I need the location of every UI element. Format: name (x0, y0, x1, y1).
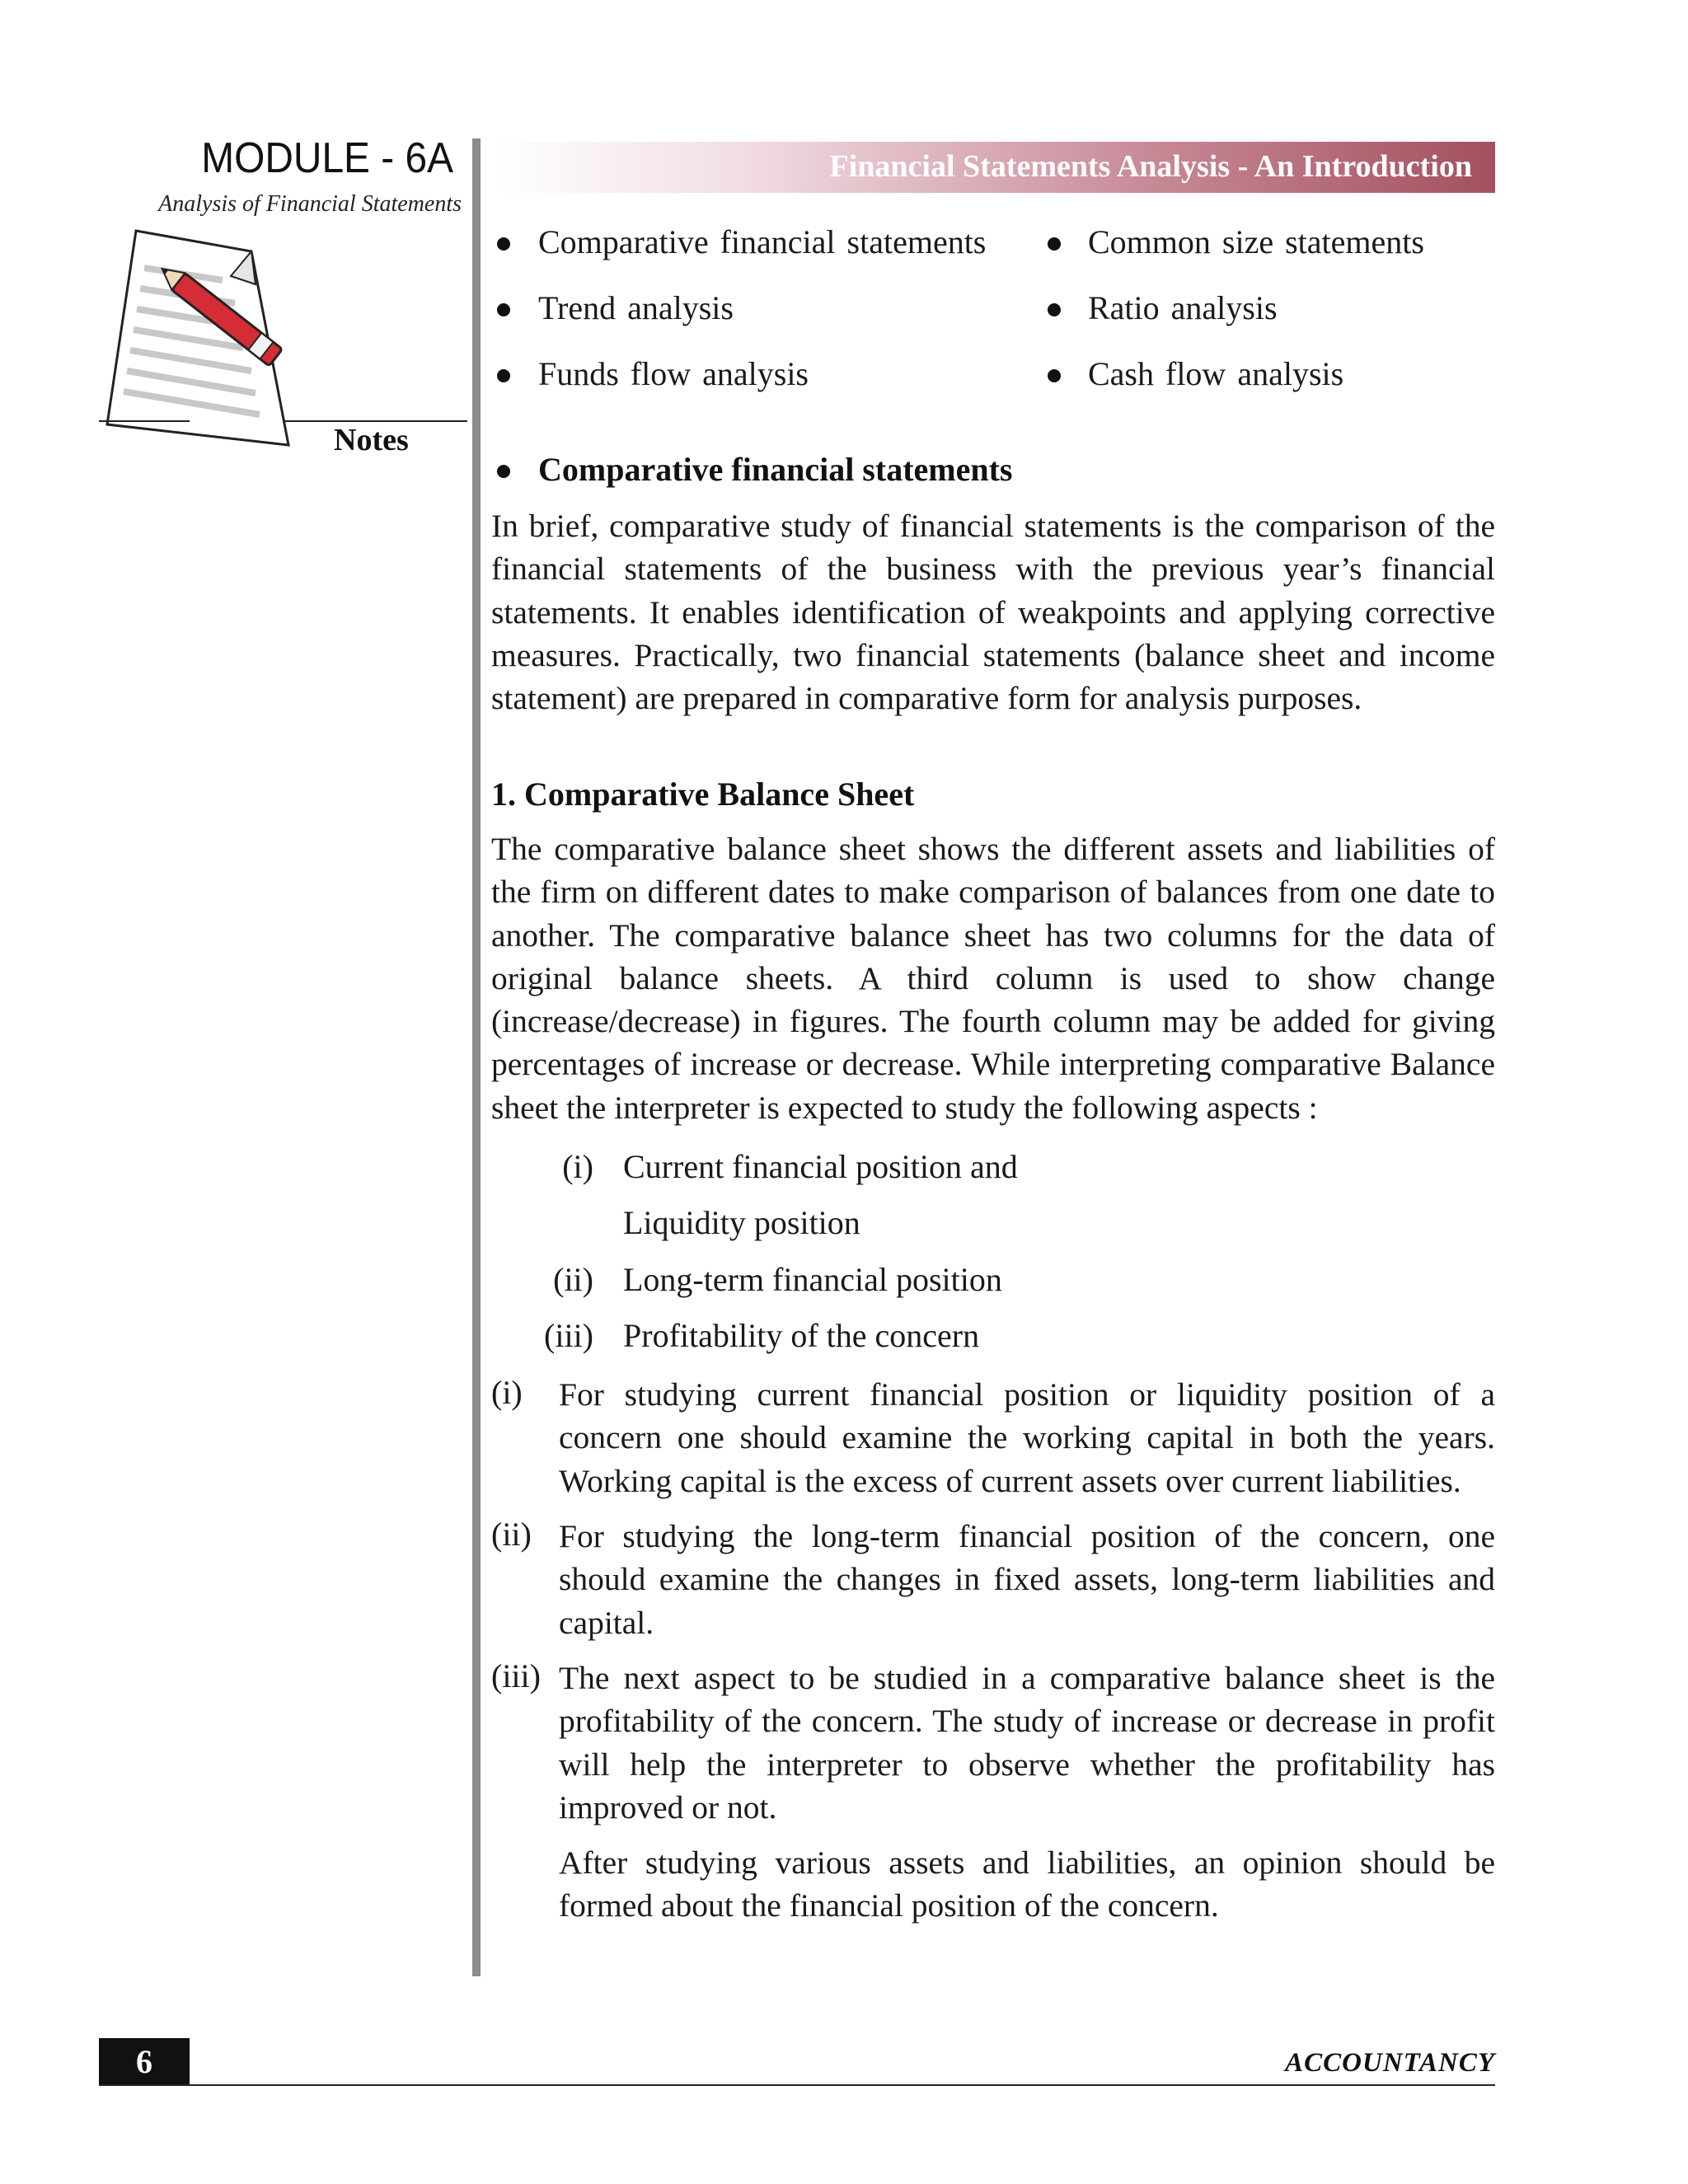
section-paragraph: In brief, comparative study of financial statements is the comparison of the financial statements of the business with the previous year’s financial statements. It enables identification of weakpoints and applying corrective measures. Practically, two financial statements (balance sheet and income statement) are prepared in comparative form for analysis purposes. (491, 508, 1495, 717)
bullet-item: Ratio analysis (1088, 289, 1278, 326)
explanation-numeral: (iii) (491, 1657, 541, 1694)
bullet-item: Common size statements (1088, 223, 1424, 260)
subsection-heading: 1. Comparative Balance Sheet (491, 776, 915, 813)
chapter-banner (495, 142, 1495, 193)
page-number-box (99, 2038, 190, 2086)
bullet-dot (1048, 237, 1061, 251)
footer-rule (99, 2084, 1495, 2086)
section-bullet-dot (497, 465, 510, 478)
subsection-paragraph: The comparative balance sheet shows the different assets and liabilities of the firm on different dates to make comparison of balances from one date to another. The comparative balance sheet has two columns for the data of original balance sheets. A third column is used to show change (increase/decrease) in figures. The fourth column may be added for giving percentages of increase or decrease. While interpreting comparative Balance sheet the interpreter is expected to study the following aspects : (491, 831, 1495, 1126)
explanation-text: The next aspect to be studied in a comparative balance sheet is the profitability of the concern. The study of increase or decrease in profit will help the interpreter to observe whether the profitability has improved or not. (559, 1660, 1495, 1825)
aspect-numeral: (i) (562, 1148, 593, 1185)
bullet-item: Cash flow analysis (1088, 355, 1344, 392)
aspect-text: Profitability of the concern (623, 1317, 980, 1354)
bullet-item: Trend analysis (538, 289, 734, 326)
bullet-dot (1048, 369, 1061, 382)
margin-divider (472, 138, 481, 1976)
module-title: MODULE - 6A (201, 134, 454, 182)
module-subtitle: Analysis of Financial Statements (158, 191, 462, 217)
aspect-text: Current financial position and (623, 1148, 1018, 1185)
aspect-numeral: (iii) (544, 1317, 593, 1354)
bullet-item: Comparative financial statements (538, 223, 987, 260)
bullet-dot (497, 303, 510, 316)
notes-rule-left (99, 420, 190, 422)
aspect-numeral: (ii) (553, 1261, 593, 1298)
footer-subject: ACCOUNTANCY (1285, 2048, 1495, 2078)
explanation-numeral: (i) (491, 1374, 523, 1411)
explanation-numeral: (ii) (491, 1516, 532, 1553)
section-heading: Comparative financial statements (538, 451, 1013, 488)
bullet-dot (497, 369, 510, 382)
chapter-title: Financial Statements Analysis - An Introduction (829, 149, 1472, 184)
aspect-text-continued: Liquidity position (623, 1204, 860, 1241)
closing-paragraph: After studying various assets and liabilities, an opinion should be formed about the financial position of the concern. (559, 1844, 1495, 1924)
notes-label: Notes (334, 423, 409, 457)
aspect-text: Long-term financial position (623, 1261, 1002, 1298)
explanation-text: For studying current financial position or liquidity position of a concern one should examine the working capital in both the years. Working capital is the excess of current assets over current liabilities. (559, 1376, 1495, 1499)
notepad-pencil-icon (99, 223, 313, 453)
explanation-text: For studying the long-term financial position of the concern, one should examine the changes in fixed assets, long-term liabilities and capital. (559, 1518, 1495, 1641)
bullet-dot (1048, 303, 1061, 316)
bullet-item: Funds flow analysis (538, 355, 809, 392)
page-number: 6 (136, 2043, 152, 2080)
bullet-dot (497, 237, 510, 251)
